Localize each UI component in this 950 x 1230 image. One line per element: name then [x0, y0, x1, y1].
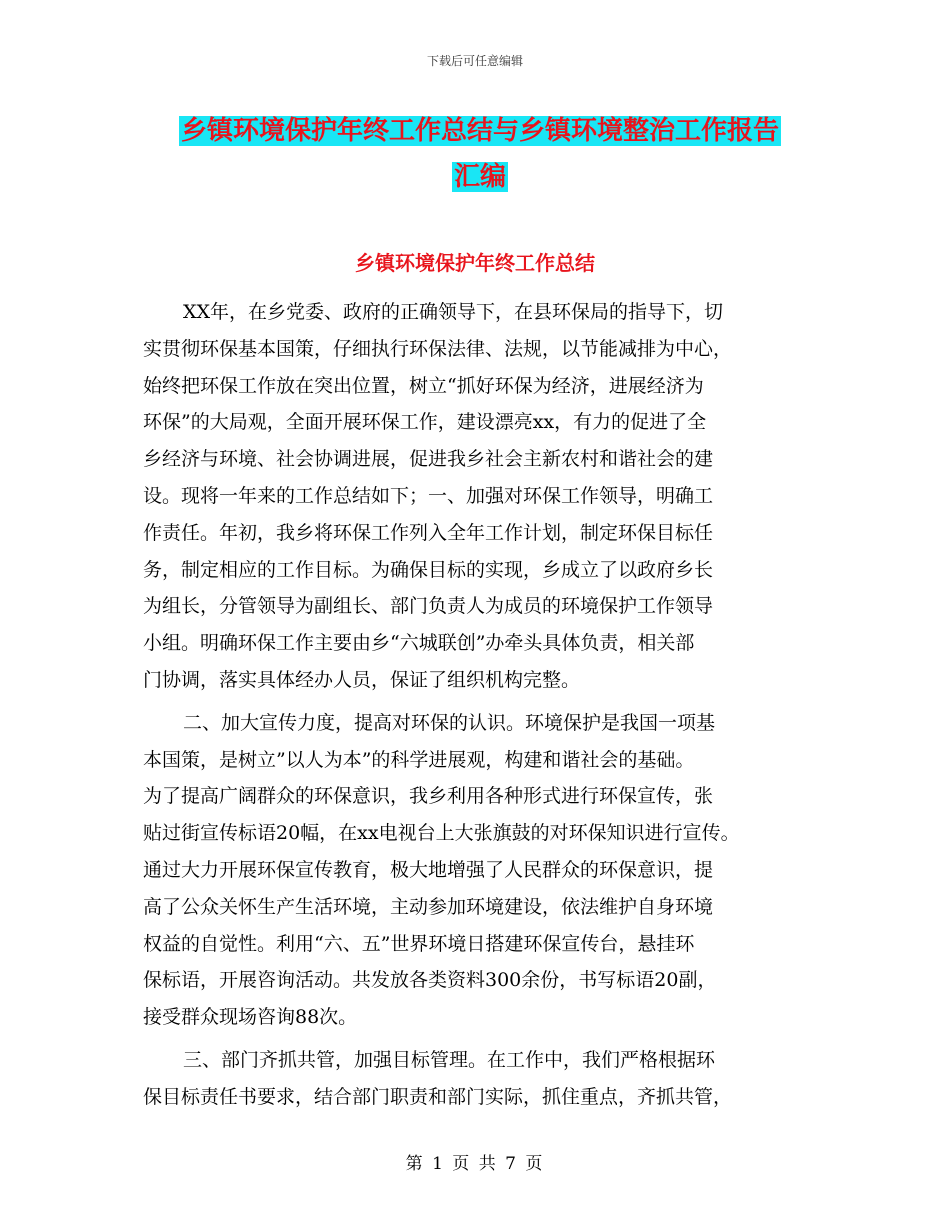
page-number-footer: 第 1 页 共 7 页 [405, 1154, 545, 1174]
paragraph-1-line: 环保”的大局观，全面开展环保工作，建设漂亮xx，有力的促进了全 [143, 411, 707, 434]
paragraph-2-line: 通过大力开展环保宣传教育，极大地增强了人民群众的环保意识，提 [143, 858, 714, 881]
document-title [140, 108, 820, 200]
body-text [143, 294, 819, 1116]
title-line-2: 汇编 [453, 162, 506, 192]
paragraph-2-line: 权益的自觉性。利用“六、五”世界环境日搭建环保宣传台，悬挂环 [143, 932, 695, 955]
paragraph-3-line: 保目标责任书要求，结合部门职责和部门实际，抓住重点，齐抓共管， [143, 1085, 733, 1108]
paragraph-1-line: 门协调，落实具体经办人员，保证了组织机构完整。 [143, 668, 581, 691]
paragraph-2-line: 二、加大宣传力度，提高对环保的认识。环境保护是我国一项基 [183, 711, 716, 734]
paragraph-1-line: 设。现将一年来的工作总结如下；一、加强对环保工作领导，明确工 [143, 484, 714, 507]
title-line-1: 乡镇环境保护年终工作总结与乡镇环境整治工作报告 [180, 116, 779, 146]
paragraph-2-line: 接受群众现场咨询88次。 [143, 1006, 358, 1029]
paragraph-3-line: 三、部门齐抓共管，加强目标管理。在工作中，我们严格根据环 [183, 1048, 716, 1071]
section-title: 乡镇环境保护年终工作总结 [355, 251, 595, 275]
paragraph-1-line: XX年，在乡党委、政府的正确领导下，在县环保局的指导下，切 [183, 301, 724, 323]
paragraph-1-line: 务，制定相应的工作目标。为确保目标的实现，乡成立了以政府乡长 [143, 558, 714, 581]
paragraph-1-line: 小组。明确环保工作主要由乡“六城联创”办牵头具体负责，相关部 [143, 632, 695, 655]
paragraph-1-line: 为组长，分管领导为副组长、部门负责人为成员的环境保护工作领导 [143, 595, 714, 618]
paragraph-2-line: 为了提高广阔群众的环保意识，我乡利用各种形式进行环保宣传，张 [143, 785, 714, 808]
paragraph-1-line: 实贯彻环保基本国策，仔细执行环保法律、法规，以节能减排为中心， [143, 337, 733, 360]
paragraph-2-line: 贴过街宣传标语20幅，在xx电视台上大张旗鼓的对环保知识进行宣传。 [143, 822, 740, 845]
paragraph-1-line: 乡经济与环境、社会协调进展，促进我乡社会主新农村和谐社会的建 [143, 448, 714, 471]
paragraph-1-line: 始终把环保工作放在突出位置，树立“抓好环保为经济，进展经济为 [143, 374, 704, 397]
header-note: 下载后可任意编辑 [426, 54, 523, 68]
paragraph-2-line: 高了公众关怀生产生活环境，主动参加环境建设，依法维护自身环境 [143, 895, 714, 918]
paragraph-2-line: 本国策，是树立”以人为本”的科学进展观，构建和谐社会的基础。 [143, 748, 695, 771]
paragraph-1-line: 作责任。年初，我乡将环保工作列入全年工作计划，制定环保目标任 [143, 521, 714, 544]
paragraph-2-line: 保标语，开展咨询活动。共发放各类资料300余份，书写标语20副， [143, 969, 717, 992]
